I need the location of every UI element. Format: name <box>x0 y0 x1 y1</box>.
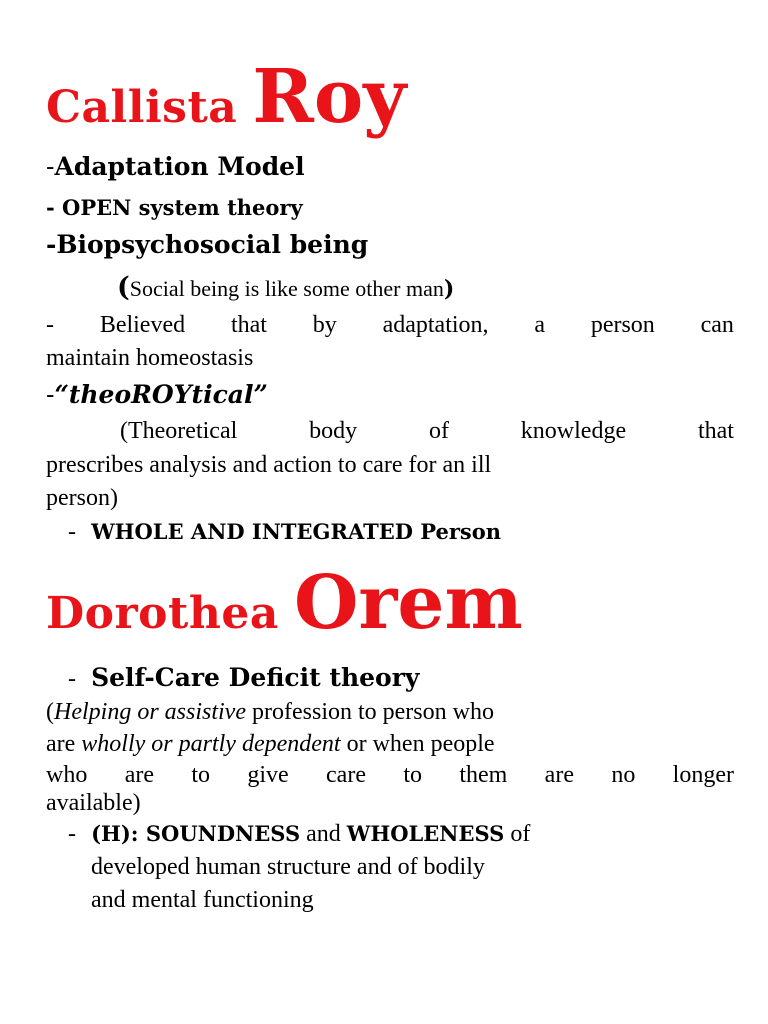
orem-last-name: Orem <box>293 560 523 646</box>
adaptation-model-line <box>46 152 305 181</box>
theoretical-word: knowledge <box>520 418 627 444</box>
believed-word: Believed <box>99 312 186 338</box>
helping-rest: profession to person who <box>246 699 494 725</box>
h-dash: - <box>68 821 76 847</box>
believed-word: - <box>46 312 54 338</box>
theoretical-word: (Theoretical <box>120 418 238 444</box>
helping-word: them <box>459 762 508 788</box>
helping-word: longer <box>672 762 734 788</box>
h-soundness-line <box>68 821 530 848</box>
helping-italic: Helping or assistive <box>54 699 246 725</box>
social-being-text: Social being is like some other man <box>129 276 444 301</box>
orem-first-name: Dorothea <box>46 588 279 639</box>
para-open-paren: ( <box>46 699 54 725</box>
social-open-paren: ( <box>117 272 130 303</box>
roy-last-name: Roy <box>252 54 407 140</box>
theoretical-word: body <box>309 418 358 444</box>
selfcare-dash: - <box>68 666 76 692</box>
selfcare-title: Self-Care Deficit theory <box>91 663 420 692</box>
whole-dash: - <box>68 519 76 545</box>
orem-heading <box>46 560 523 646</box>
helping-line-3 <box>46 762 734 789</box>
h-wholeness: WHOLENESS <box>346 821 505 846</box>
believed-word: by <box>312 312 337 338</box>
theoroytical-text: “theoROYtical” <box>54 380 268 409</box>
roy-first-name: Callista <box>46 82 238 133</box>
believed-word: adaptation, <box>382 312 489 338</box>
theoretical-word: of <box>428 418 449 444</box>
roy-heading <box>46 54 406 140</box>
helping-word: are <box>544 762 574 788</box>
theoroytical-prefix: - <box>46 380 55 409</box>
theoretical-word: that <box>697 418 734 444</box>
theoretical-line-2: prescribes analysis and action to care for an ill <box>46 452 492 478</box>
h-and: and <box>300 821 347 847</box>
helping-word: give <box>247 762 289 788</box>
biopsychosocial-line: -Biopsychosocial being <box>46 230 369 259</box>
social-being-line <box>117 272 454 303</box>
believed-word: a <box>534 312 545 338</box>
theoroytical-line <box>46 380 268 409</box>
social-close-paren: ) <box>443 276 455 302</box>
adaptation-prefix: - <box>46 152 55 181</box>
theoretical-line-3: person) <box>46 485 118 511</box>
selfcare-line <box>68 663 419 693</box>
wholly-italic: wholly or partly dependent <box>81 731 341 757</box>
h-line-2: developed human structure and of bodily <box>91 854 485 880</box>
believed-line-1 <box>46 312 734 339</box>
helping-word: who <box>46 762 88 788</box>
helping-line-4: available) <box>46 790 141 816</box>
believed-word: person <box>590 312 655 338</box>
whole-integrated-line <box>68 519 501 546</box>
h-of: of <box>504 821 531 847</box>
theoretical-line-1 <box>120 418 734 445</box>
helping-line-1 <box>46 699 734 726</box>
helping-word: to <box>191 762 210 788</box>
h-line-3: and mental functioning <box>91 887 314 913</box>
helping-line-2 <box>46 731 495 758</box>
helping-word: care <box>326 762 366 788</box>
believed-line-2: maintain homeostasis <box>46 345 254 371</box>
helping-rest-2: or when people <box>340 731 495 757</box>
whole-integrated-text: WHOLE AND INTEGRATED Person <box>91 519 501 544</box>
adaptation-model-text: Adaptation Model <box>54 152 305 181</box>
believed-word: that <box>230 312 267 338</box>
are-word: are <box>46 731 82 757</box>
open-system-line: - OPEN system theory <box>46 195 303 220</box>
h-label: (H): SOUNDNESS <box>91 821 301 846</box>
helping-word: are <box>124 762 154 788</box>
helping-word: to <box>403 762 422 788</box>
believed-word: can <box>700 312 734 338</box>
helping-word: no <box>611 762 636 788</box>
